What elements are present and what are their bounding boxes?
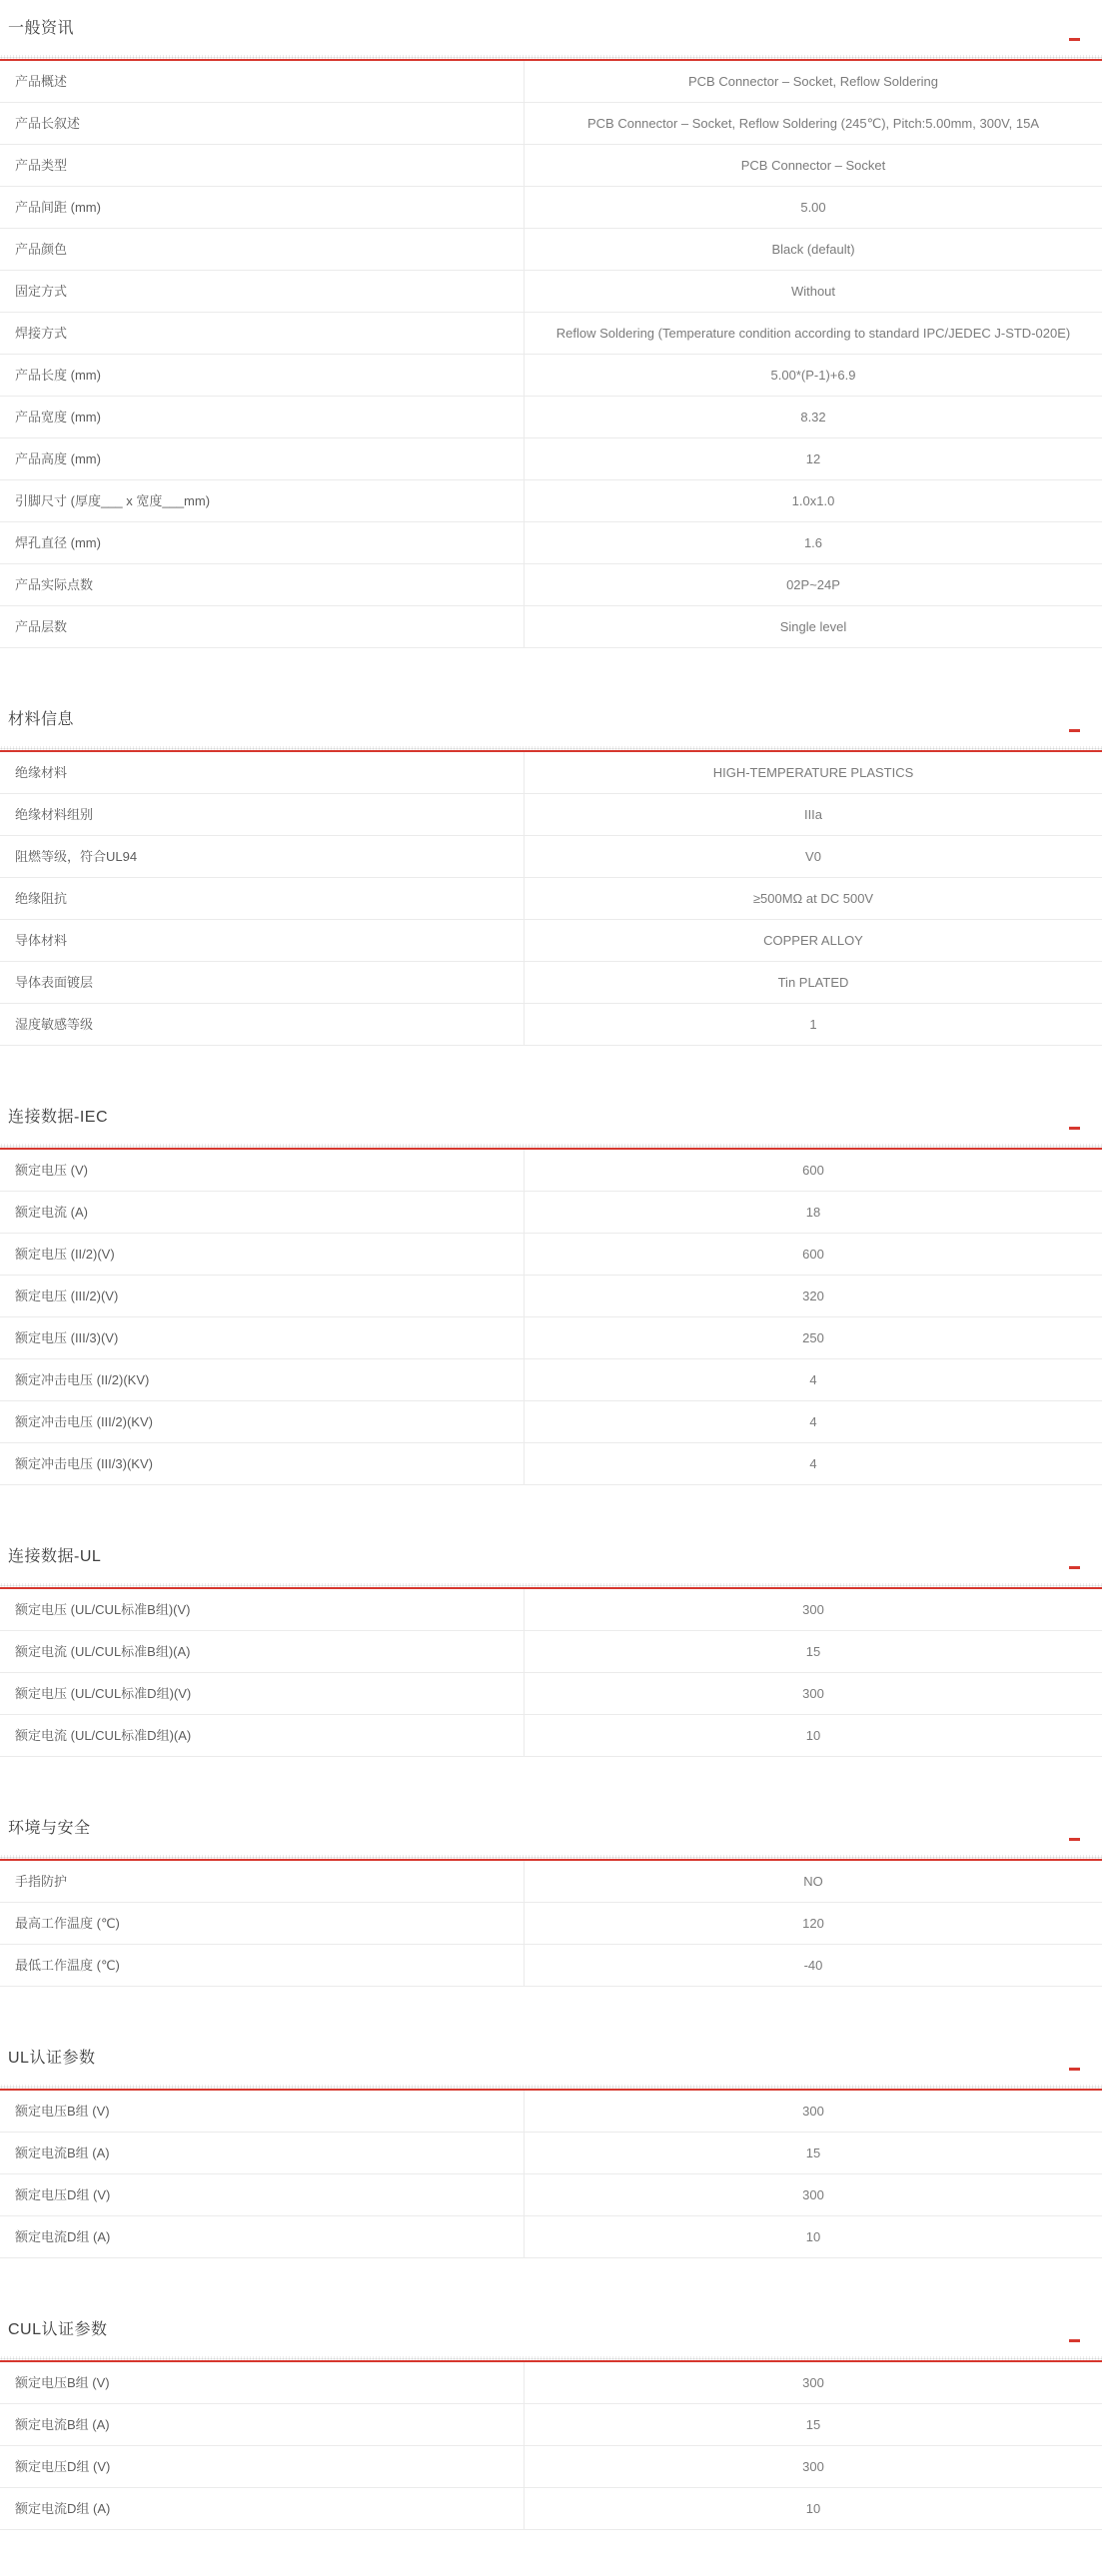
spec-section	[0, 1534, 1102, 1757]
spec-label: 导体表面镀层	[0, 962, 525, 1003]
spec-value: 10	[805, 1727, 821, 1743]
spec-label: 产品层数	[0, 606, 525, 647]
spec-label: 额定电流B组 (A)	[0, 2133, 525, 2173]
spec-label: 固定方式	[0, 271, 525, 312]
spec-label: 焊孔直径 (mm)	[0, 522, 525, 563]
spec-label: 额定电压B组 (V)	[0, 2362, 525, 2403]
collapse-minus-icon[interactable]	[1069, 38, 1080, 41]
section-title: 连接数据-UL	[8, 1548, 102, 1565]
spec-label: 绝缘材料组别	[0, 794, 525, 835]
spec-label: 湿度敏感等级	[0, 1004, 525, 1045]
spec-label: 产品颜色	[0, 229, 525, 270]
spec-row	[0, 920, 1102, 962]
spec-row	[0, 1317, 1102, 1359]
spec-value: HIGH-TEMPERATURE PLASTICS	[712, 764, 914, 780]
spec-row	[0, 1276, 1102, 1317]
spec-table	[0, 1589, 1102, 1757]
spec-value: Without	[790, 283, 836, 299]
spec-value: -40	[803, 1957, 823, 1973]
spec-label: 额定电压D组 (V)	[0, 2446, 525, 2487]
collapse-minus-icon[interactable]	[1069, 2339, 1080, 2342]
spec-value: Black (default)	[771, 241, 855, 257]
collapse-minus-icon[interactable]	[1069, 1127, 1080, 1130]
spec-label: 额定冲击电压 (III/3)(KV)	[0, 1443, 525, 1484]
section-header	[0, 1806, 1102, 1855]
spec-label: 额定电压 (III/2)(V)	[0, 1276, 525, 1316]
spec-value: Single level	[779, 618, 847, 634]
spec-row	[0, 1004, 1102, 1046]
spec-value: Tin PLATED	[777, 974, 849, 990]
spec-row	[0, 61, 1102, 103]
spec-label: 焊接方式	[0, 313, 525, 354]
spec-value: NO	[803, 1873, 823, 1889]
spec-label: 手指防护	[0, 1861, 525, 1902]
spec-label: 额定电压 (III/3)(V)	[0, 1317, 525, 1358]
spec-row	[0, 1359, 1102, 1401]
spec-label: 额定电压D组 (V)	[0, 2174, 525, 2215]
spec-row	[0, 271, 1102, 313]
spec-row	[0, 229, 1102, 271]
spec-value: ≥500MΩ at DC 500V	[752, 890, 874, 906]
spec-row	[0, 1945, 1102, 1987]
spec-value: 12	[805, 450, 821, 466]
spec-row	[0, 606, 1102, 648]
collapse-minus-icon[interactable]	[1069, 1566, 1080, 1569]
spec-value: V0	[805, 848, 821, 864]
spec-row	[0, 103, 1102, 145]
spec-value: 4	[809, 1413, 817, 1429]
spec-value: 10	[805, 2500, 821, 2516]
spec-label: 额定电流 (UL/CUL标准D组)(A)	[0, 1715, 525, 1756]
spec-row	[0, 480, 1102, 522]
spec-value: 4	[809, 1371, 817, 1387]
spec-row	[0, 2404, 1102, 2446]
spec-row	[0, 1401, 1102, 1443]
spec-value: 5.00	[800, 199, 826, 215]
spec-section	[0, 2307, 1102, 2530]
spec-row	[0, 355, 1102, 397]
spec-value: 18	[805, 1204, 821, 1220]
spec-row	[0, 522, 1102, 564]
spec-label: 额定电流B组 (A)	[0, 2404, 525, 2445]
spec-label: 产品高度 (mm)	[0, 438, 525, 479]
spec-label: 最低工作温度 (℃)	[0, 1945, 525, 1986]
spec-value: 4	[809, 1455, 817, 1471]
spec-label: 额定电流D组 (A)	[0, 2488, 525, 2529]
spec-table	[0, 2362, 1102, 2530]
collapse-minus-icon[interactable]	[1069, 2068, 1080, 2071]
spec-label: 额定冲击电压 (III/2)(KV)	[0, 1401, 525, 1442]
spec-label: 产品长度 (mm)	[0, 355, 525, 396]
spec-table	[0, 61, 1102, 648]
spec-value: 1	[809, 1016, 817, 1032]
spec-label: 产品间距 (mm)	[0, 187, 525, 228]
spec-label: 额定冲击电压 (II/2)(KV)	[0, 1359, 525, 1400]
spec-label: 额定电流 (A)	[0, 1192, 525, 1233]
spec-value: IIIa	[803, 806, 823, 822]
spec-value: 15	[805, 1643, 821, 1659]
spec-value: PCB Connector – Socket	[740, 157, 886, 173]
spec-row	[0, 2216, 1102, 2258]
spec-row	[0, 145, 1102, 187]
spec-row	[0, 564, 1102, 606]
section-title: 连接数据-IEC	[8, 1109, 109, 1126]
spec-table	[0, 1861, 1102, 1987]
section-title: 材料信息	[8, 711, 75, 728]
spec-row	[0, 1631, 1102, 1673]
spec-label: 产品长叙述	[0, 103, 525, 144]
spec-label: 绝缘阻抗	[0, 878, 525, 919]
spec-row	[0, 878, 1102, 920]
spec-table	[0, 1150, 1102, 1485]
spec-value: 300	[802, 1601, 824, 1617]
spec-row	[0, 187, 1102, 229]
section-title: UL认证参数	[8, 2050, 96, 2067]
spec-row	[0, 397, 1102, 438]
spec-label: 产品宽度 (mm)	[0, 397, 525, 437]
spec-value: 1.0x1.0	[791, 492, 835, 508]
spec-row	[0, 2488, 1102, 2530]
spec-row	[0, 313, 1102, 355]
spec-label: 引脚尺寸 (厚度___ x 宽度___mm)	[0, 480, 525, 521]
spec-label: 额定电压 (V)	[0, 1150, 525, 1191]
spec-value: Reflow Soldering (Temperature condition according to standard IPC/JEDEC J-STD-020E)	[555, 325, 1071, 341]
spec-value: 300	[802, 1685, 824, 1701]
spec-value: 10	[805, 2228, 821, 2244]
spec-section	[0, 2036, 1102, 2258]
spec-label: 额定电压 (UL/CUL标准D组)(V)	[0, 1673, 525, 1714]
spec-value: 600	[802, 1162, 824, 1178]
section-header	[0, 1534, 1102, 1583]
spec-value: 250	[802, 1329, 824, 1345]
spec-value: 02P~24P	[786, 576, 840, 592]
spec-row	[0, 1192, 1102, 1234]
spec-label: 额定电流D组 (A)	[0, 2216, 525, 2257]
spec-value: 15	[805, 2145, 821, 2160]
collapse-minus-icon[interactable]	[1069, 729, 1080, 732]
spec-section	[0, 6, 1102, 648]
spec-value: 5.00*(P-1)+6.9	[770, 367, 856, 383]
spec-label: 额定电压B组 (V)	[0, 2091, 525, 2132]
spec-value: 1.6	[803, 534, 823, 550]
spec-label: 阻燃等级，符合UL94	[0, 836, 525, 877]
spec-row	[0, 1589, 1102, 1631]
spec-row	[0, 1443, 1102, 1485]
spec-value: 300	[802, 2103, 824, 2119]
spec-value: 300	[802, 2458, 824, 2474]
spec-row	[0, 1715, 1102, 1757]
section-header	[0, 6, 1102, 55]
spec-row	[0, 1234, 1102, 1276]
spec-value: 300	[802, 2374, 824, 2390]
spec-label: 产品概述	[0, 61, 525, 102]
spec-section	[0, 1095, 1102, 1485]
spec-section	[0, 697, 1102, 1046]
spec-value: PCB Connector – Socket, Reflow Soldering (245℃), Pitch:5.00mm, 300V, 15A	[586, 115, 1040, 131]
section-title: CUL认证参数	[8, 2321, 108, 2338]
spec-value: 300	[802, 2186, 824, 2202]
spec-label: 最高工作温度 (℃)	[0, 1903, 525, 1944]
section-title: 环境与安全	[8, 1820, 91, 1837]
spec-value: PCB Connector – Socket, Reflow Soldering	[687, 73, 938, 89]
spec-row	[0, 1861, 1102, 1903]
spec-value: 320	[802, 1288, 824, 1303]
section-header	[0, 1095, 1102, 1144]
section-title: 一般资讯	[8, 20, 75, 37]
spec-label: 导体材料	[0, 920, 525, 961]
spec-value: 15	[805, 2416, 821, 2432]
spec-row	[0, 2446, 1102, 2488]
spec-row	[0, 1150, 1102, 1192]
spec-row	[0, 2174, 1102, 2216]
spec-row	[0, 794, 1102, 836]
spec-label: 额定电压 (II/2)(V)	[0, 1234, 525, 1275]
spec-sections-container	[0, 6, 1102, 2530]
spec-value: 8.32	[800, 409, 826, 425]
section-header	[0, 2036, 1102, 2085]
spec-row	[0, 752, 1102, 794]
spec-value: 600	[802, 1246, 824, 1262]
section-header	[0, 2307, 1102, 2356]
spec-value: COPPER ALLOY	[763, 932, 863, 948]
spec-row	[0, 2091, 1102, 2133]
spec-row	[0, 2362, 1102, 2404]
spec-table	[0, 2091, 1102, 2258]
section-header	[0, 697, 1102, 746]
spec-row	[0, 2133, 1102, 2174]
spec-row	[0, 962, 1102, 1004]
spec-row	[0, 1673, 1102, 1715]
spec-label: 额定电流 (UL/CUL标准B组)(A)	[0, 1631, 525, 1672]
spec-row	[0, 836, 1102, 878]
spec-row	[0, 438, 1102, 480]
spec-label: 产品类型	[0, 145, 525, 186]
spec-value: 120	[802, 1915, 824, 1931]
spec-label: 产品实际点数	[0, 564, 525, 605]
spec-section	[0, 1806, 1102, 1987]
spec-table	[0, 752, 1102, 1046]
spec-row	[0, 1903, 1102, 1945]
spec-label: 额定电压 (UL/CUL标准B组)(V)	[0, 1589, 525, 1630]
spec-label: 绝缘材料	[0, 752, 525, 793]
collapse-minus-icon[interactable]	[1069, 1838, 1080, 1841]
